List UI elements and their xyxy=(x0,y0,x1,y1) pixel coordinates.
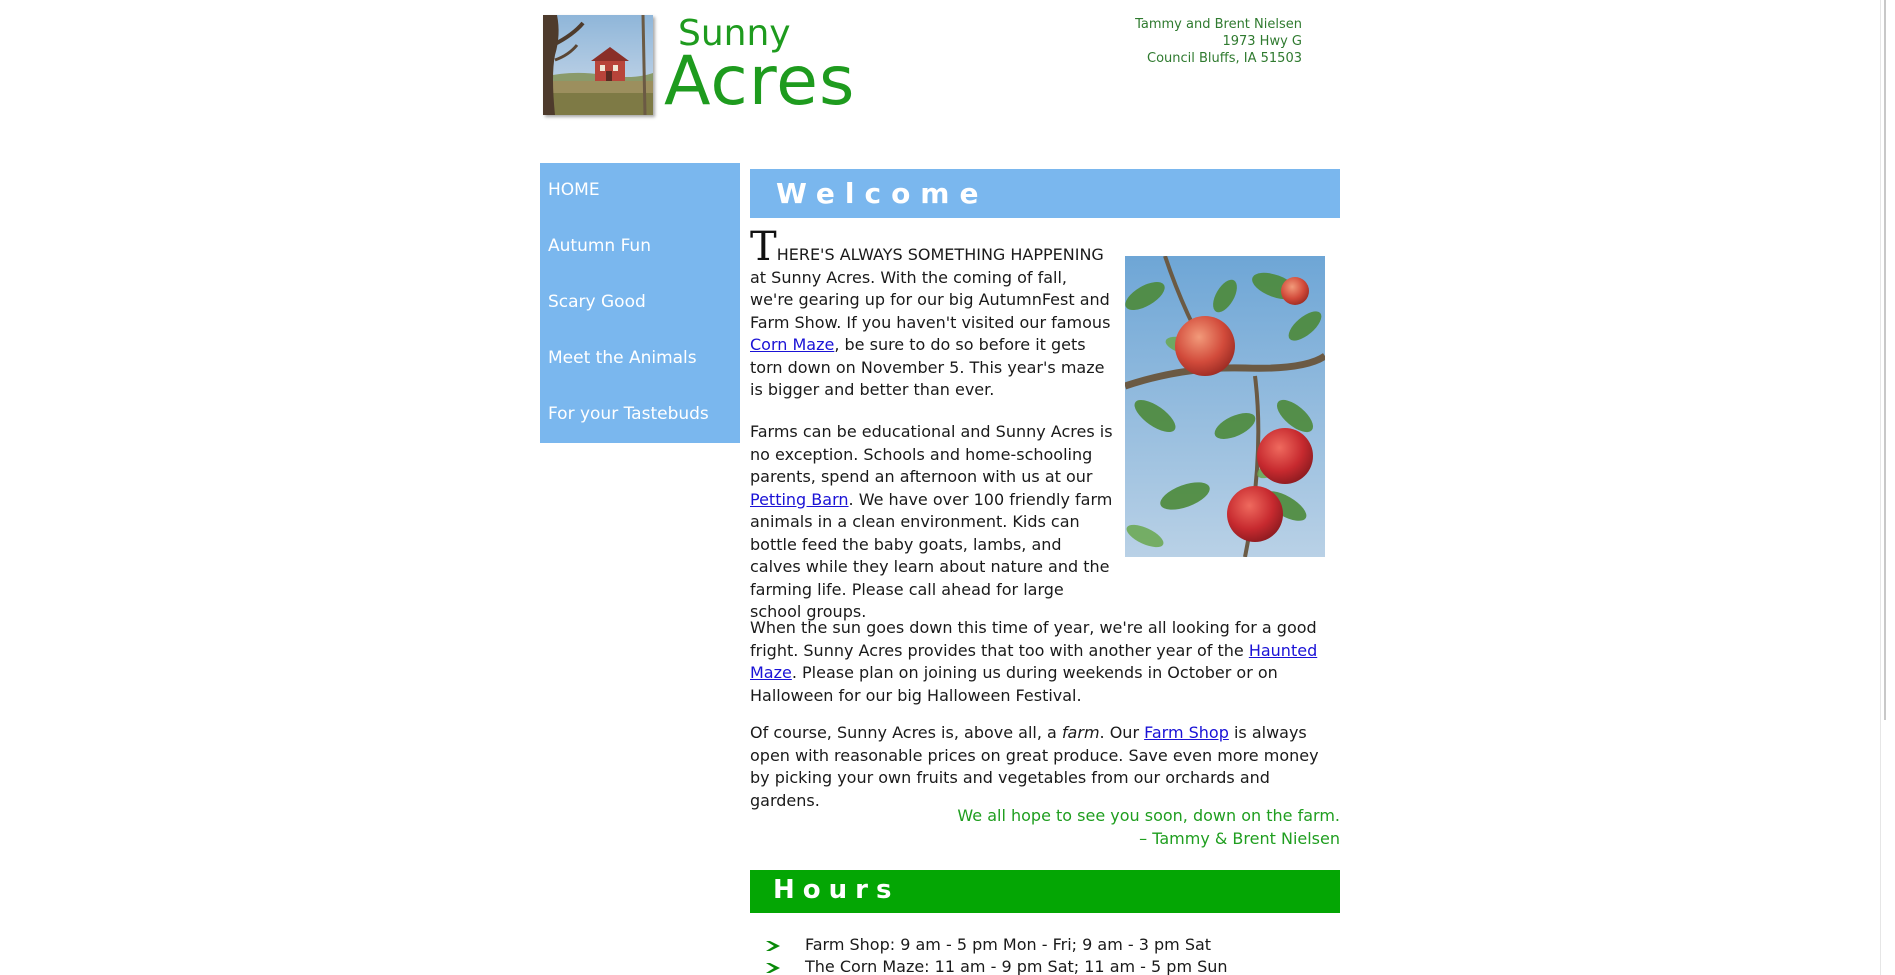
address-block xyxy=(1060,16,1302,67)
paragraph-text: is always open with reasonable prices on great produce. Save even more money by picking your own fruits and vegetables from our orchards and gardens. xyxy=(750,723,1319,810)
nav-item-autumn-fun[interactable]: Autumn Fun xyxy=(548,236,651,256)
petting-barn-link[interactable]: Petting Barn xyxy=(750,489,849,509)
signoff xyxy=(750,805,1340,850)
apple-tree-photo xyxy=(1125,256,1325,557)
hours-list-item xyxy=(766,956,1228,975)
vertical-scrollbar[interactable] xyxy=(1880,0,1895,975)
signoff-signature: – Tammy & Brent Nielsen xyxy=(1139,828,1340,848)
nav-item-meet-the-animals[interactable]: Meet the Animals xyxy=(548,348,697,368)
welcome-paragraph-4 xyxy=(750,722,1340,812)
hours-text: Farm Shop: 9 am - 5 pm Mon - Fri; 9 am - 3 pm Sat xyxy=(805,935,1212,954)
paragraph-text: Of course, Sunny Acres is, above all, a xyxy=(750,723,1062,742)
dropcap-letter: T xyxy=(750,224,777,270)
farm-shop-link[interactable]: Farm Shop xyxy=(1144,723,1229,742)
emphasis-text: farm xyxy=(1061,723,1100,742)
paragraph-text: When the sun goes down this time of year, we're all looking for a good fright. Sunny Acres provides that too with another year of the xyxy=(750,618,1317,660)
sidebar-nav xyxy=(540,163,740,443)
paragraph-text: . Our xyxy=(1099,723,1145,742)
signoff-line: We all hope to see you soon, down on the farm. xyxy=(957,806,1340,825)
paragraph-text: at Sunny Acres. With the coming of fall, we're gearing up for our big AutumnFest and Farm Show. If you haven't visited our famous xyxy=(750,267,1111,332)
nav-item-home[interactable]: HOME xyxy=(548,180,600,200)
hours-heading: Hours xyxy=(773,875,900,905)
logo-title-acres: Acres xyxy=(664,42,856,121)
welcome-paragraph-1 xyxy=(750,224,1115,402)
hours-heading-bar xyxy=(750,870,1340,913)
welcome-heading: Welcome xyxy=(776,177,989,210)
hours-text: The Corn Maze: 11 am - 9 pm Sat; 11 am - 5 pm Sun xyxy=(805,957,1228,975)
address-city: Council Bluffs, IA 51503 xyxy=(1147,51,1302,66)
nav-item-scary-good[interactable]: Scary Good xyxy=(548,292,646,312)
paragraph-text: Farms can be educational and Sunny Acres is no exception. Schools and home-schooling parents, spend an afternoon with us at our xyxy=(750,422,1113,486)
paragraph-text: . We have over 100 friendly farm animals in a clean environment. Kids can bottle feed the baby goats, lambs, and calves while they learn about nature and the farming life. Please call ahead for large school groups. xyxy=(750,489,1113,621)
address-street: 1973 Hwy G xyxy=(1222,34,1302,49)
nav-item-for-your-tastebuds[interactable]: For your Tastebuds xyxy=(548,404,709,424)
address-name: Tammy and Brent Nielsen xyxy=(1135,17,1302,32)
welcome-paragraph-2 xyxy=(750,421,1115,624)
corn-maze-link[interactable]: Corn Maze xyxy=(750,335,835,354)
hours-list-item xyxy=(766,934,1211,956)
welcome-paragraph-3 xyxy=(750,617,1340,707)
farmhouse-logo-photo xyxy=(543,15,653,115)
paragraph-text: . Please plan on joining us during weekends in October or on Halloween for our big Halloween Festival. xyxy=(750,663,1278,705)
haunted-maze-link[interactable]: Haunted Maze xyxy=(750,640,1318,682)
scrollbar-thumb[interactable] xyxy=(1884,0,1886,720)
lead-text: HERE'S ALWAYS SOMETHING HAPPENING xyxy=(776,245,1104,264)
logo-title-sunny: Sunny xyxy=(678,13,791,54)
welcome-heading-bar xyxy=(750,169,1340,218)
paragraph-text: , be sure to do so before it gets torn down on November 5. This year's maze is bigger and better than ever. xyxy=(750,335,1105,399)
arrow-bullet-icon xyxy=(766,961,788,975)
arrow-bullet-icon xyxy=(766,939,788,953)
